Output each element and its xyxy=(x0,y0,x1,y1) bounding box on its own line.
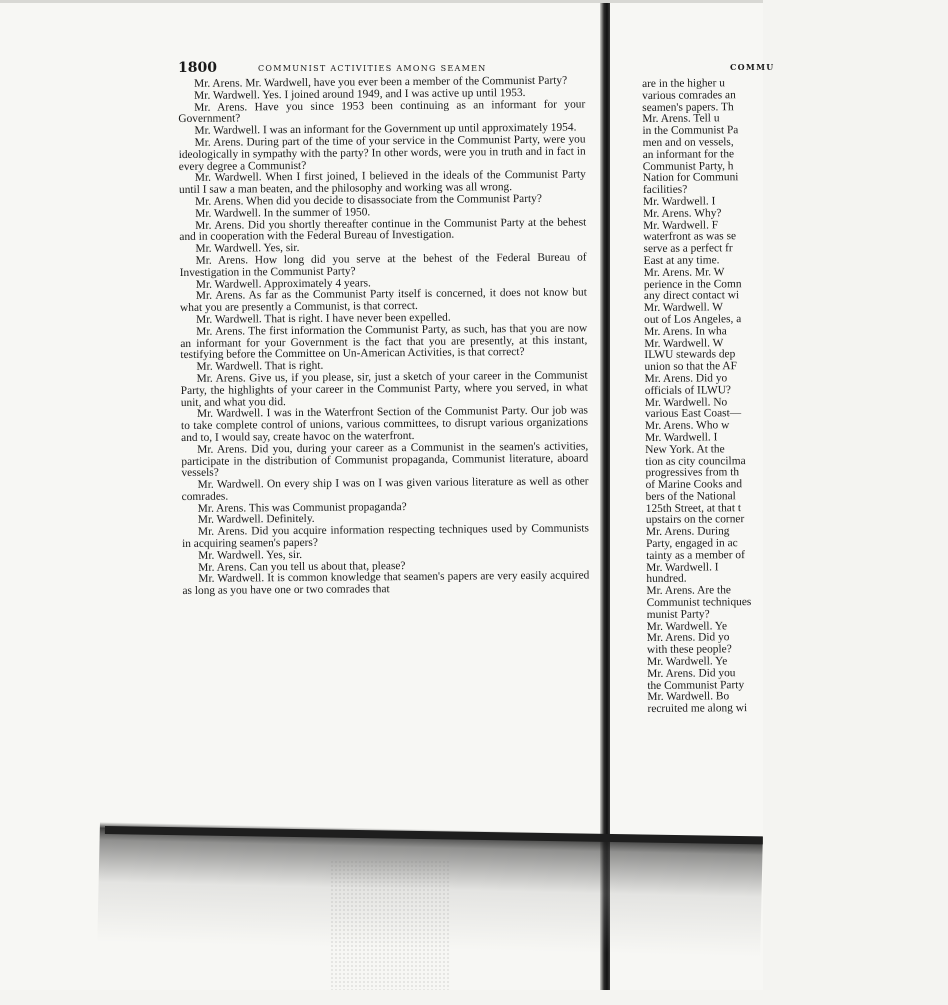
transcript-line: Mr. Arens. Are the xyxy=(646,584,731,598)
transcript-paragraph: Mr. Arens. Did you acquire information respecting techniques used by Communists in acquiring seamen's papers? xyxy=(182,522,589,551)
transcript-line: Mr. Wardwell. I xyxy=(645,431,718,444)
transcript-line: Mr. Arens. In wha xyxy=(644,325,727,338)
transcript-line: various East Coast— xyxy=(644,407,742,421)
running-title: COMMUNIST ACTIVITIES AMONG SEAMEN xyxy=(258,64,487,73)
transcript-paragraph: Mr. Wardwell. That is right. I have never been expelled. xyxy=(196,311,451,326)
transcript-line: Mr. Arens. Did yo xyxy=(644,372,728,385)
transcript-paragraph: Mr. Arens. Did you, during your career as a Communist in the seamen's activities, participate in the distribution of Communist propaganda, Communist literature, aboard vessels? xyxy=(181,440,589,480)
right-text-column xyxy=(642,76,948,716)
transcript-line: Mr. Wardwell. Bo xyxy=(647,690,730,704)
transcript-line: Mr. Wardwell. F xyxy=(643,218,719,232)
transcript-paragraph: Mr. Arens. Have you since 1953 been continuing as an informant for your Government? xyxy=(178,98,586,126)
transcript-line: tainty as a member of xyxy=(646,548,745,562)
transcript-line: perience in the Comn xyxy=(643,277,742,291)
transcript-line: recruited me along wi xyxy=(647,702,748,716)
transcript-line: munist Party? xyxy=(646,608,710,621)
transcript-paragraph: Mr. Wardwell. Yes. I joined around 1949, and I was active up until 1953. xyxy=(194,86,526,102)
transcript-line: ILWU stewards dep xyxy=(644,348,736,362)
transcript-paragraph: Mr. Wardwell. When I first joined, I believed in the ideals of the Communist Party until I saw a man beaten, and the philosophy and working was all wrong. xyxy=(178,168,586,197)
transcript-paragraph: Mr. Wardwell. Definitely. xyxy=(197,513,315,527)
transcript-line: upstairs on the corner xyxy=(645,513,745,527)
transcript-paragraph: Mr. Wardwell. In the summer of 1950. xyxy=(195,206,371,220)
transcript-line: Mr. Arens. Mr. W xyxy=(643,266,725,279)
transcript-paragraph: Mr. Wardwell. I was an informant for the Government up until approximately 1954. xyxy=(194,121,577,138)
transcript-line: Mr. Arens. Did you xyxy=(647,667,736,680)
transcript-line: Mr. Arens. Who w xyxy=(644,419,730,433)
transcript-line: 125th Street, at that t xyxy=(645,501,742,515)
transcript-line: hundred. xyxy=(646,573,687,586)
transcript-line: New York. At the xyxy=(645,442,725,456)
left-text-column xyxy=(178,75,590,598)
transcript-paragraph: Mr. Wardwell. Approximately 4 years. xyxy=(195,276,371,291)
transcript-line: Mr. Wardwell. Ye xyxy=(647,655,728,669)
transcript-line: serve as a perfect fr xyxy=(643,242,733,256)
right-running-title: COMMU xyxy=(730,62,775,72)
transcript-line: Mr. Wardwell. Ye xyxy=(646,619,728,633)
transcript-paragraph: Mr. Arens. When did you decide to disassociate from the Communist Party? xyxy=(195,192,542,208)
scan-top-edge xyxy=(0,0,763,3)
transcript-paragraph: Mr. Arens. Give us, if you please, sir, just a sketch of your career in the Communist Party, the highlights of your career in the Communist Party, where you served, in what unit, and what you did. xyxy=(180,369,588,409)
transcript-paragraph: Mr. Arens. As far as the Communist Party itself is concerned, it does not know but what you are presently a Communist, is that correct. xyxy=(179,286,587,315)
transcript-paragraph: Mr. Arens. During part of the time of your service in the Communist Party, were you ideologically in sympathy with the party? In other words, were you in truth and in fact in every degree a Communist? xyxy=(178,133,586,173)
transcript-line: seamen's papers. Th xyxy=(642,100,734,114)
transcript-line: various comrades an xyxy=(642,88,736,102)
transcript-line: union so that the AF xyxy=(644,360,737,374)
transcript-line: with these people? xyxy=(646,643,732,657)
transcript-line: any direct contact wi xyxy=(643,289,740,303)
transcript-line: the Communist Party xyxy=(647,678,745,692)
transcript-paragraph: Mr. Wardwell. That is right. xyxy=(196,359,324,373)
transcript-line: East at any time. xyxy=(643,254,720,267)
page-number: 1800 xyxy=(178,60,217,76)
transcript-line: Mr. Arens. Did yo xyxy=(646,631,730,645)
transcript-line: in the Communist Pa xyxy=(642,124,739,138)
transcript-line: are in the higher u xyxy=(641,77,725,90)
transcript-line: facilities? xyxy=(642,183,688,197)
transcript-paragraph: Mr. Wardwell. Yes, sir. xyxy=(198,548,303,562)
transcript-paragraph: Mr. Arens. How long did you serve at the behest of the Federal Bureau of Investigation in the Communist Party? xyxy=(179,251,587,279)
transcript-paragraph: Mr. Arens. Mr. Wardwell, have you ever been a member of the Communist Party? xyxy=(193,74,568,90)
transcript-paragraph: Mr. Arens. This was Communist propaganda? xyxy=(197,500,407,515)
transcript-line: Mr. Arens. During xyxy=(645,525,730,539)
transcript-line: Mr. Arens. Tell u xyxy=(642,112,720,126)
transcript-line: an informant for the xyxy=(642,147,735,161)
transcript-line: out of Los Angeles, a xyxy=(644,313,742,326)
transcript-paragraph: Mr. Wardwell. On every ship I was on I was given various literature as well as other comrades. xyxy=(181,475,589,503)
transcript-paragraph: Mr. Wardwell. It is common knowledge that seamen's papers are very easily acquired as long as you have one or two comrades that xyxy=(182,569,590,598)
transcript-line: men and on vessels, xyxy=(642,136,734,149)
transcript-line: Nation for Communi xyxy=(642,171,739,185)
transcript-paragraph: Mr. Arens. Can you tell us about that, please? xyxy=(198,559,406,574)
transcript-line: progressives from th xyxy=(645,466,740,480)
transcript-line: tion as city councilma xyxy=(645,454,746,468)
transcript-line: Mr. Wardwell. W xyxy=(644,336,724,350)
transcript-line: Party, engaged in ac xyxy=(646,537,738,551)
transcript-paragraph: Mr. Wardwell. Yes, sir. xyxy=(195,242,300,256)
transcript-line: bers of the National xyxy=(645,490,736,503)
transcript-line: Mr. Wardwell. I xyxy=(643,195,716,208)
transcript-line: Mr. Wardwell. No xyxy=(644,395,728,409)
transcript-paragraph: Mr. Wardwell. I was in the Waterfront Section of the Communist Party. Our job was to take complete control of unions, various committees, to disrupt various organizations and to, I would say, create havoc on the waterfront. xyxy=(180,404,589,444)
transcript-line: of Marine Cooks and xyxy=(645,478,743,492)
scan-noise xyxy=(330,860,450,990)
transcript-line: waterfront as was se xyxy=(643,230,737,244)
transcript-line: Communist Party, h xyxy=(642,159,734,173)
transcript-paragraph: Mr. Arens. Did you shortly thereafter continue in the Communist Party at the behest and in cooperation with the Federal Bureau of Investigation. xyxy=(179,216,587,244)
transcript-line: Communist techniques xyxy=(646,596,752,610)
transcript-line: Mr. Wardwell. I xyxy=(646,561,719,574)
transcript-line: Mr. Wardwell. W xyxy=(643,301,724,315)
transcript-line: Mr. Arens. Why? xyxy=(643,207,722,220)
transcript-paragraph: Mr. Arens. The first information the Communist Party, as such, has that you are now an informant for your Government is the fact that you are presently, at this instant, testifying before the Committee on Un-American Activities, is that correct? xyxy=(180,322,588,362)
transcript-line: officials of ILWU? xyxy=(644,383,732,397)
